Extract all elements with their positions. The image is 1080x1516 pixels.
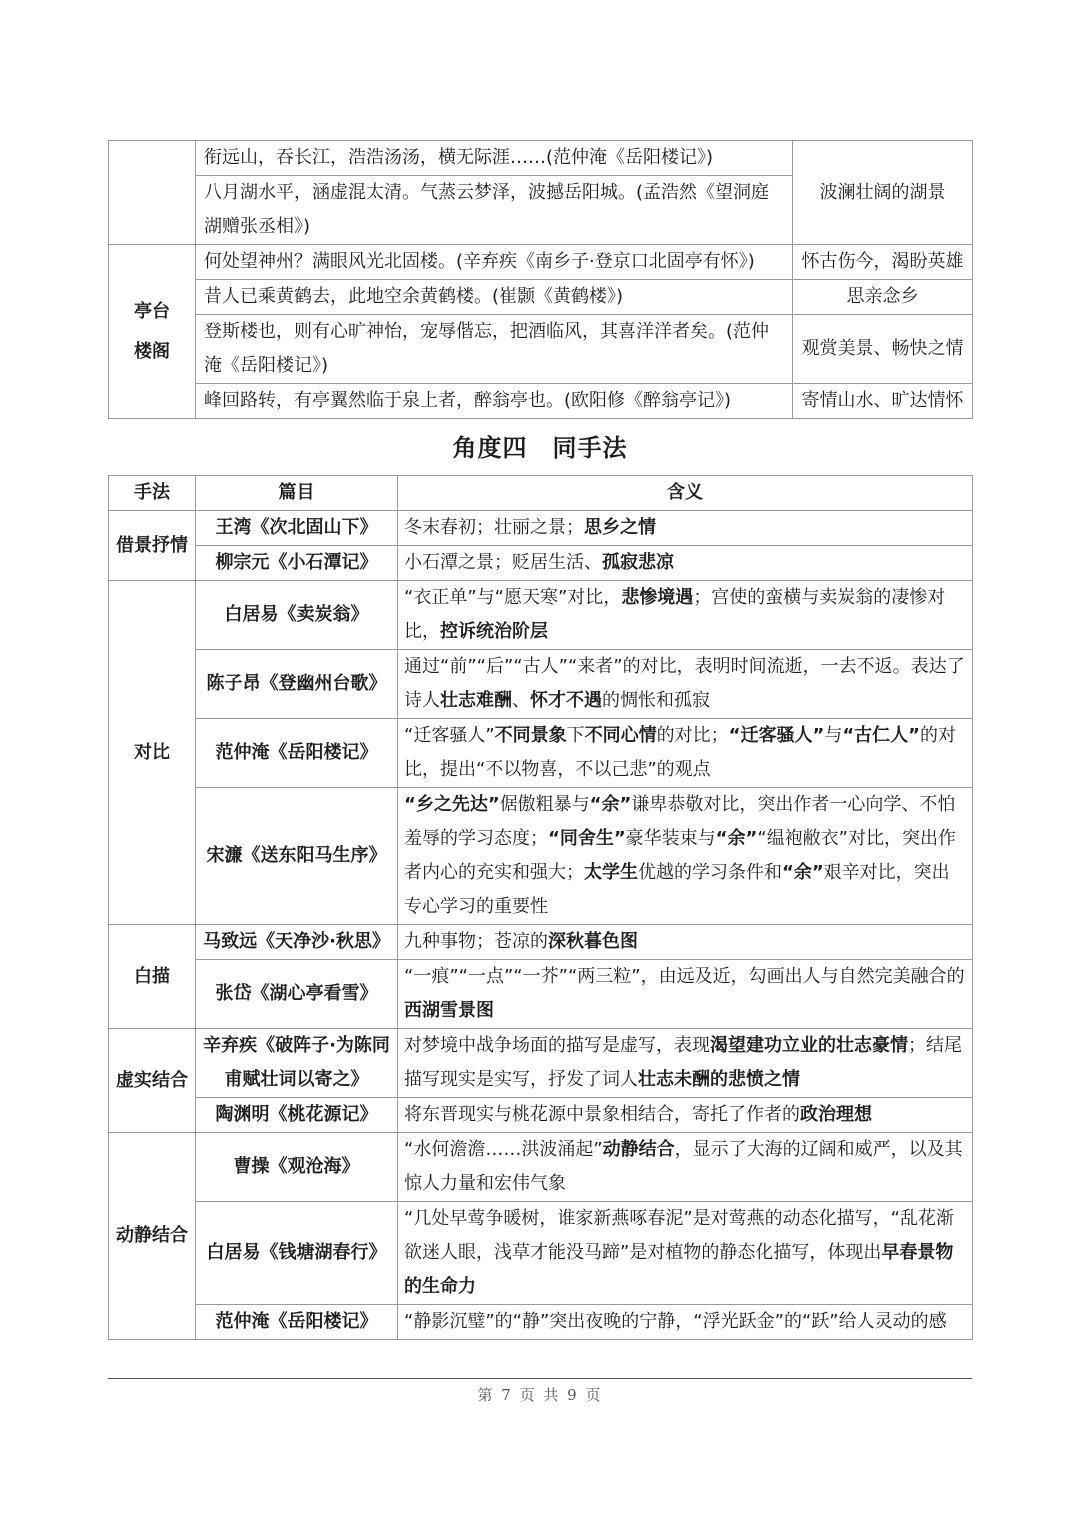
work-cell: 曹操《观沧海》: [196, 1133, 398, 1202]
method-cell: 虚实结合: [109, 1029, 196, 1133]
work-cell: 辛弃疾《破阵子·为陈同甫赋壮词以寄之》: [196, 1029, 398, 1098]
table-row: [109, 1029, 973, 1098]
meaning-cell: 小石潭之景；贬居生活、孤寂悲凉: [398, 546, 973, 581]
meaning-cell: 通过“前”“后”“古人”“来者”的对比，表明时间流逝，一去不返。表达了诗人壮志难酬、怀才不遇的惆怅和孤寂: [398, 650, 973, 719]
meaning-cell: 寄情山水、旷达情怀: [793, 384, 973, 419]
meaning-cell: 思亲念乡: [793, 280, 973, 315]
work-cell: 白居易《钱塘湖春行》: [196, 1202, 398, 1305]
table-row: [109, 1133, 973, 1202]
work-cell: 陈子昂《登幽州台歌》: [196, 650, 398, 719]
quote-cell: 衔远山，吞长江，浩浩汤汤，横无际涯……(范仲淹《岳阳楼记》): [196, 141, 793, 176]
table-row: [109, 280, 973, 315]
header-work: 篇目: [196, 476, 398, 511]
work-cell: 陶渊明《桃花源记》: [196, 1098, 398, 1133]
page-number: 第 7 页 共 9 页: [477, 1386, 603, 1404]
scenery-table-continued: [108, 140, 973, 419]
section-title: 角度四 同手法: [452, 434, 628, 462]
footer-divider: [108, 1378, 972, 1379]
meaning-cell: “几处早莺争暖树，谁家新燕啄春泥”是对莺燕的动态化描写，“乱花渐欲迷人眼，浅草才能没马蹄”是对植物的静态化描写，体现出早春景物的生命力: [398, 1202, 973, 1305]
meaning-cell: “一痕”“一点”“一芥”“两三粒”，由远及近，勾画出人与自然完美融合的西湖雪景图: [398, 960, 973, 1029]
table-row: [109, 581, 973, 650]
table-row: [109, 141, 973, 176]
category-cell-pavilion: [109, 245, 196, 419]
table-row: [109, 1202, 973, 1305]
meaning-cell: 冬末春初；壮丽之景；思乡之情: [398, 511, 973, 546]
method-cell: 白描: [109, 925, 196, 1029]
quote-cell: 登斯楼也，则有心旷神怡，宠辱偕忘，把酒临风，其喜洋洋者矣。(范仲淹《岳阳楼记》): [196, 315, 793, 384]
work-cell: 宋濂《送东阳马生序》: [196, 788, 398, 925]
meaning-cell: “迁客骚人”不同景象下不同心情的对比；“迁客骚人”与“古仁人”的对比，提出“不以物喜，不以己悲”的观点: [398, 719, 973, 788]
table-row: [109, 1098, 973, 1133]
method-cell: 对比: [109, 581, 196, 925]
table-row: [109, 546, 973, 581]
work-cell: 张岱《湖心亭看雪》: [196, 960, 398, 1029]
table-row: [109, 384, 973, 419]
table-row: [109, 925, 973, 960]
table-row: [109, 511, 973, 546]
table-row: [109, 245, 973, 280]
table-header-row: [109, 476, 973, 511]
meaning-cell: 怀古伤今，渴盼英雄: [793, 245, 973, 280]
method-cell: 动静结合: [109, 1133, 196, 1340]
table-row: [109, 960, 973, 1029]
work-cell: 马致远《天净沙·秋思》: [196, 925, 398, 960]
quote-cell: 八月湖水平，涵虚混太清。气蒸云梦泽，波撼岳阳城。(孟浩然《望洞庭湖赠张丞相》): [196, 176, 793, 245]
table-row: [109, 788, 973, 925]
meaning-cell: 波澜壮阔的湖景: [793, 141, 973, 245]
meaning-cell: 将东晋现实与桃花源中景象相结合，寄托了作者的政治理想: [398, 1098, 973, 1133]
header-method: 手法: [109, 476, 196, 511]
table-row: [109, 719, 973, 788]
table-row: [109, 315, 973, 384]
category-label-line2: 楼阁: [134, 340, 170, 362]
quote-cell: 峰回路转，有亭翼然临于泉上者，醉翁亭也。(欧阳修《醉翁亭记》): [196, 384, 793, 419]
work-cell: 柳宗元《小石潭记》: [196, 546, 398, 581]
table-row: [109, 1305, 973, 1340]
work-cell: 王湾《次北固山下》: [196, 511, 398, 546]
meaning-cell: 九种事物；苍凉的深秋暮色图: [398, 925, 973, 960]
meaning-cell: “衣正单”与“愿天寒”对比，悲惨境遇；宫使的蛮横与卖炭翁的凄惨对比，控诉统治阶层: [398, 581, 973, 650]
work-cell: 范仲淹《岳阳楼记》: [196, 1305, 398, 1340]
category-label-line1: 亭台: [134, 300, 170, 322]
quote-cell: 昔人已乘黄鹤去，此地空余黄鹤楼。(崔颢《黄鹤楼》): [196, 280, 793, 315]
meaning-cell: 观赏美景、畅快之情: [793, 315, 973, 384]
meaning-cell: 对梦境中战争场面的描写是虚写，表现渴望建功立业的壮志豪情；结尾描写现实是实写，抒发了词人壮志未酬的悲愤之情: [398, 1029, 973, 1098]
technique-table: [108, 475, 973, 1340]
method-cell: 借景抒情: [109, 511, 196, 581]
work-cell: 范仲淹《岳阳楼记》: [196, 719, 398, 788]
quote-cell: 何处望神州？满眼风光北固楼。(辛弃疾《南乡子·登京口北固亭有怀》): [196, 245, 793, 280]
work-cell: 白居易《卖炭翁》: [196, 581, 398, 650]
header-meaning: 含义: [398, 476, 973, 511]
meaning-cell: “静影沉璧”的“静”突出夜晚的宁静，“浮光跃金”的“跃”给人灵动的感: [398, 1305, 973, 1340]
meaning-cell: “乡之先达”倨傲粗暴与“余”谦卑恭敬对比，突出作者一心向学、不怕羞辱的学习态度；“同舍生”豪华装束与“余”“缊袍敝衣”对比，突出作者内心的充实和强大；太学生优越的学习条件和“余”艰辛对比，突出专心学习的重要性: [398, 788, 973, 925]
category-cell-empty: [109, 141, 196, 245]
meaning-cell: “水何澹澹……洪波涌起”动静结合，显示了大海的辽阔和威严，以及其惊人力量和宏伟气象: [398, 1133, 973, 1202]
table-row: [109, 650, 973, 719]
